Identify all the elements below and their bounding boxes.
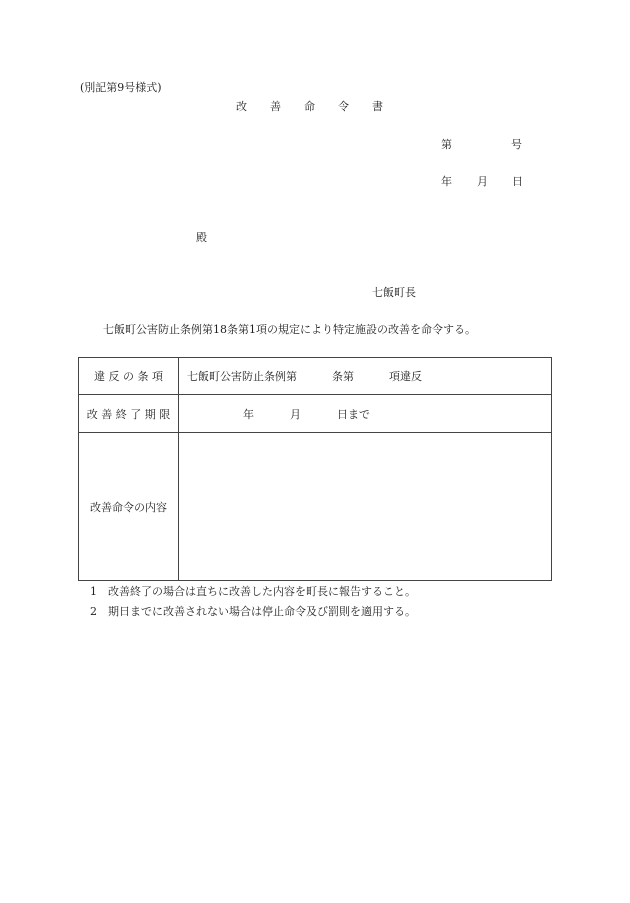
note-item: 1 改善終了の場合は直ちに改善した内容を町長に報告すること。 (90, 585, 416, 598)
violation-value (179, 358, 552, 395)
addressee-honorific: 殿 (196, 231, 207, 244)
deadline-value (179, 395, 552, 433)
number-prefix: 第 (441, 138, 452, 151)
notes-list (90, 585, 416, 625)
deadline-day: 日まで (337, 407, 370, 421)
issuer-name: 七飯町長 (372, 286, 416, 299)
deadline-label: 改 善 終 了 期 限 (79, 395, 179, 433)
content-value (179, 433, 552, 581)
violation-label: 違 反 の 条 項 (79, 358, 179, 395)
violation-article: 条第 (332, 370, 354, 383)
body-text: 七飯町公害防止条例第18条第1項の規定により特定施設の改善を命令する。 (103, 323, 476, 336)
order-details-table (78, 357, 552, 581)
date-year: 年 (441, 175, 452, 188)
form-number-label: (別記第9号様式) (80, 81, 162, 94)
deadline-year: 年 (243, 407, 254, 421)
date-month: 月 (477, 175, 488, 188)
date-day: 日 (512, 175, 523, 188)
violation-suffix: 項違反 (389, 370, 422, 383)
content-label: 改善命令の内容 (79, 433, 179, 581)
violation-row (79, 358, 552, 395)
deadline-month: 月 (290, 407, 301, 421)
document-title: 改 善 命 令 書 (236, 100, 389, 113)
number-suffix: 号 (511, 138, 522, 151)
note-item: 2 期日までに改善されない場合は停止命令及び罰則を適用する。 (90, 605, 416, 618)
content-row (79, 433, 552, 581)
deadline-row (79, 395, 552, 433)
violation-prefix: 七飯町公害防止条例第 (187, 370, 297, 383)
